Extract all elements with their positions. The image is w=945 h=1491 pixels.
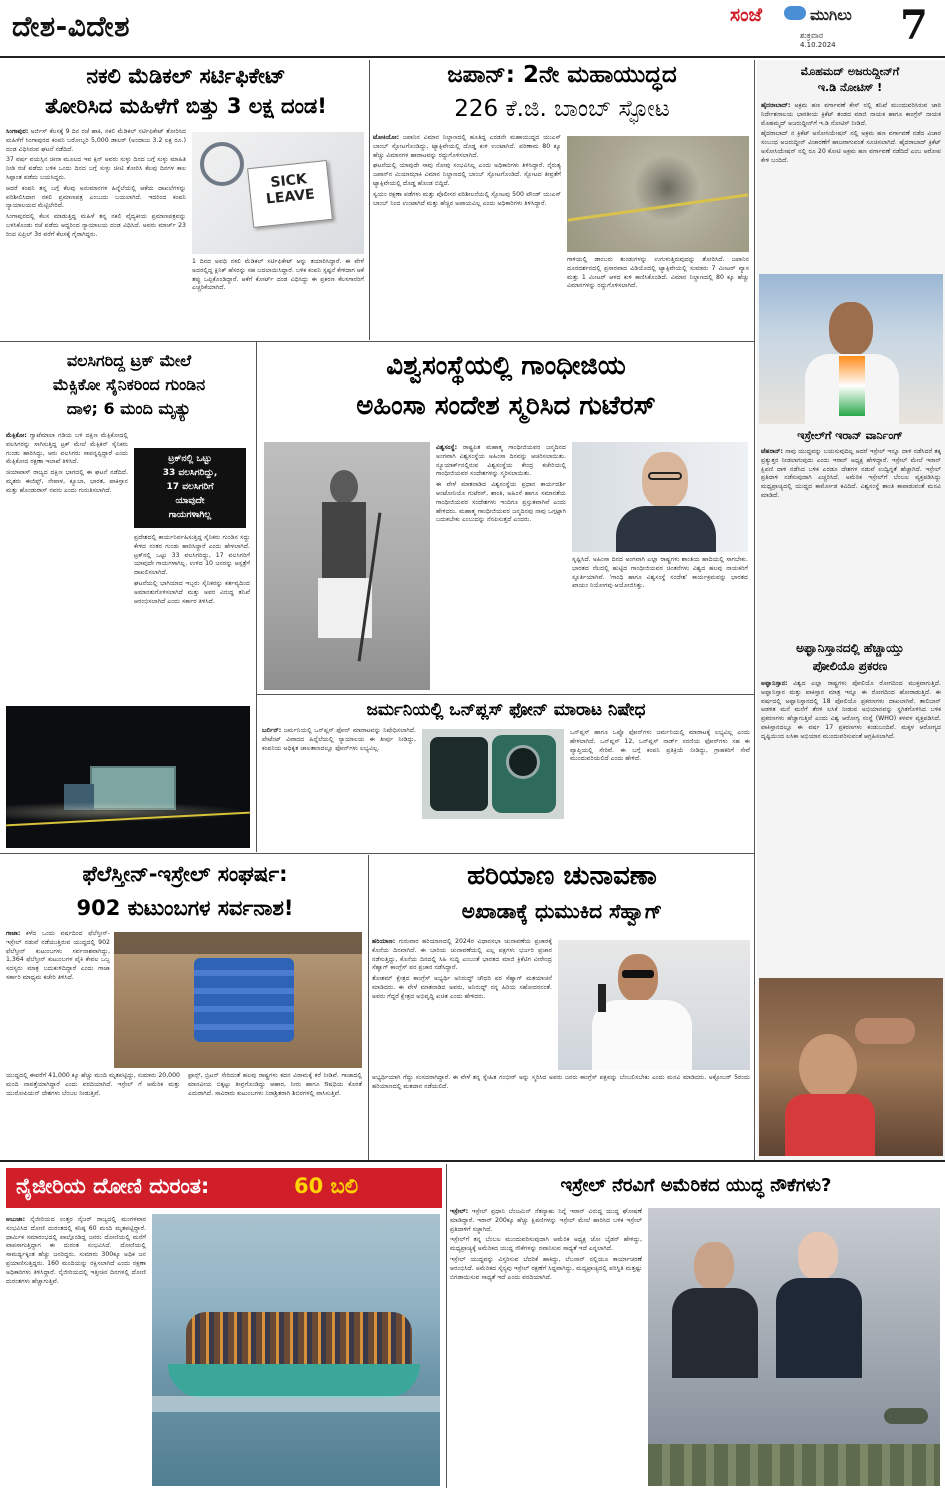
quote-line: ಯಾವುದೇ	[175, 496, 205, 506]
gandhi-head	[330, 470, 358, 504]
paragraph: ಆದರೆ ಕಂಪನಿ ತನ್ನ ಬಗ್ಗೆ ಕೆಲವು ಅನುಮಾನಗಳ ಹಿನ್ನೆಲೆಯಲ್ಲಿ ಆಕೆಯ ದಾಖಲೆಗಳನ್ನು ಪರಿಶೀಲಿಸಿದಾಗ ನಕಲಿ ಪ್ರಮಾಣಪತ್ರ ಎಂಬುದು ಬಯಲಾಗಿದೆ. ಇದರಿಂದ ಕಂಪನಿ ನ್ಯಾಯಾಲಯದ ಮೆಟ್ಟಿಲೇರಿದೆ.	[6, 184, 186, 210]
masthead-mugilu: ಮುಗಿಲು	[810, 6, 852, 24]
dateline: ಅಫ್ಘಾನಿಸ್ತಾನ:	[761, 680, 788, 687]
column-rule	[368, 855, 369, 1160]
crowd-on-boat	[186, 1312, 412, 1370]
sick-leave-photo	[192, 132, 364, 254]
story-oneplus	[260, 697, 752, 851]
dateline: ಸಿಂಗಾಪುರ:	[6, 128, 29, 135]
paragraph: ಪ್ರದೇಶದಲ್ಲಿ ಕಾರ್ಯನಿರ್ವಹಿಸುತ್ತಿದ್ದ ಸೈನಿಕರು ಗುಂಡಿನ ಸದ್ದು ಕೇಳಿದ ನಂತರ ಗುಂಡು ಹಾರಿಸಿದ್ದಾರೆ ಎಂದು ಹೇಳಲಾಗಿದೆ. ಟ್ರಕ್‌ನಲ್ಲಿ ಒಟ್ಟು 33 ವಲಸಿಗರಿದ್ದು, 17 ವಲಸಿಗರಿಗೆ ಯಾವುದೇ ಗಾಯಗಳಾಗಿಲ್ಲ. ಉಳಿದ 10 ಜನರನ್ನು ಆಸ್ಪತ್ರೆಗೆ ದಾಖಲಿಸಲಾಗಿದೆ.	[134, 534, 250, 577]
paragraph: ಕಳೆದ ಒಂದು ವರ್ಷದಿಂದ ಫೆಲೆಸ್ತೀನ್-ಇಸ್ರೇಲ್ ನಡುವೆ ನಡೆಯುತ್ತಿರುವ ಯುದ್ಧದಲ್ಲಿ 902 ಫೆಲೆಸ್ತೀನ್ ಕುಟುಂಬಗಳು ಸರ್ವನಾಶವಾಗಿದ್ದು, 1,364 ಫೆಲೆಸ್ತೀನ್ ಕುಟುಂಬಗಳ ಪೈಕಿ ಕೇವಲ ಒಬ್ಬ ಸದಸ್ಯರು ಮಾತ್ರ ಬದುಕುಳಿದಿದ್ದಾರೆ ಎಂದು ಗಾಜಾ ಸರ್ಕಾರಿ ಮಾಧ್ಯಮ ಕಚೇರಿ ತಿಳಿಸಿದೆ.	[6, 930, 110, 981]
paragraph: ಇಸ್ರೇಲ್‌ಗೆ ತನ್ನ ಬೆಂಬಲ ಮುಂದುವರಿಸುವುದಾಗಿ ಅಮೆರಿಕ ಅಧ್ಯಕ್ಷ ಜೋ ಬೈಡನ್ ಹೇಳಿದ್ದು, ಮಧ್ಯಪ್ರಾಚ್ಯಕ್ಕೆ ಅಮೆರಿಕದ ಯುದ್ಧ ನೌಕೆಗಳನ್ನು ರವಾನಿಸುವ ಸಾಧ್ಯತೆ ಇದೆ ಎನ್ನಲಾಗಿದೆ.	[450, 1236, 642, 1253]
sidebar	[757, 60, 945, 1160]
biden-head	[798, 1232, 838, 1280]
headline: ಇಸ್ರೇಲ್‌ಗೆ ಇರಾನ್ ವಾರ್ನಿಂಗ್	[797, 429, 903, 442]
headline: ದಾಳಿ; 6 ಮಂದಿ ಮೃತ್ಯು	[66, 399, 192, 418]
paragraph: ಅಕ್ರಮ ಹಣ ವರ್ಗಾವಣೆ ಕೇಸ್ ನಲ್ಲಿ ತನಿಖೆ ಮುಂದುವರಿಸಿರುವ ಜಾರಿ ನಿರ್ದೇಶನಾಲಯ ಭಾರತೀಯ ಕ್ರಿಕೆಟ್ ತಂಡದ ಮಾಜಿ ನಾಯಕ ಹಾಗೂ ಕಾಂಗ್ರೆಸ್ ನಾಯಕ ಮೊಹಮ್ಮದ್ ಅಜರುದ್ದೀನ್‌ಗೆ ಇ.ಡಿ ನೋಟಿಸ್ ನೀಡಿದೆ.	[761, 102, 941, 127]
quote-line: 17 ವಲಸಿಗರಿಗೆ	[166, 482, 214, 492]
page-header	[0, 0, 945, 58]
soldiers	[648, 1444, 940, 1486]
story-nigeria-boat	[6, 1164, 442, 1488]
headline: ವಿಶ್ವಸಂಸ್ಥೆಯಲ್ಲಿ ಗಾಂಧೀಜಿಯ	[386, 351, 626, 381]
headline-banner	[6, 1168, 442, 1208]
night-truck-photo	[6, 706, 250, 848]
column-rule	[754, 60, 755, 1160]
paragraph: ನಾವು ಯುದ್ಧವನ್ನು ಬಯಸುವುದಿಲ್ಲ ಆದರೆ ಇಸ್ರೇಲ್ ಇನ್ನೂ ದಾಳಿ ನಡೆಸಿದರೆ ತಕ್ಕ ಪ್ರತ್ಯುತ್ತರ ನೀಡಲಾಗುವುದು ಎಂದು ಇರಾನ್ ಅಧ್ಯಕ್ಷ ಹೇಳಿದ್ದಾರೆ. ಇಸ್ರೇಲ್ ಮೇಲೆ ಇರಾನ್ ಕ್ಷಿಪಣಿ ದಾಳಿ ನಡೆಸಿದ ಬಳಿಕ ಎರಡೂ ದೇಶಗಳ ನಡುವೆ ಉದ್ವಿಗ್ನತೆ ಹೆಚ್ಚಾಗಿದೆ. ಇಸ್ರೇಲ್ ಪ್ರತಿದಾಳಿ ನಡೆಸುವುದಾಗಿ ಎಚ್ಚರಿಸಿದೆ. ಅಮೆರಿಕ ಇಸ್ರೇಲ್‌ಗೆ ಬೆಂಬಲ ವ್ಯಕ್ತಪಡಿಸಿದ್ದು ಮಧ್ಯಪ್ರಾಚ್ಯದಲ್ಲಿ ಯುದ್ಧದ ಕಾರ್ಮೋಡ ಕವಿದಿದೆ. ವಿಶ್ವಸಂಸ್ಥೆ ಶಾಂತಿ ಕಾಪಾಡುವಂತೆ ಮನವಿ ಮಾಡಿದೆ.	[761, 448, 941, 499]
header-rule	[0, 56, 945, 58]
masthead	[730, 4, 900, 50]
story-japan-bomb	[373, 62, 751, 340]
article-body	[373, 134, 561, 340]
paragraph: 37 ವರ್ಷ ವಯಸ್ಸಿನ ಚೀನಾ ಮೂಲದ ಇವ ಕ್ಸಿನ್ ಅವರು ಸುಳ್ಳು ದಿನದ ಬಗ್ಗೆ ಸುಳ್ಳು ಮಾಹಿತಿ ನೀಡಿ ರಜೆ ಪಡೆದು ಬಳಿಕ ಒಂದು ದಿನದ ಬಗ್ಗೆ ಸುಳ್ಳು ಚೀಟಿ ತೋರಿಸಿ ಕೆಲವು ದಿನಗಳ ಕಾಲ ಸಿಪ್ಪಾಂತ ಪಡೆದು ಬಯಸಿದ್ದರು.	[6, 156, 186, 181]
microphone	[598, 984, 606, 1012]
dateline: ವಿಶ್ವಸಂಸ್ಥೆ:	[436, 444, 458, 451]
shrouds	[194, 958, 294, 1042]
headline: ನಕಲಿ ಮೆಡಿಕಲ್ ಸರ್ಟಿಫಿಕೇಟ್	[86, 64, 286, 88]
polio-drops-photo	[759, 978, 943, 1156]
headline: ಪೋಲಿಯೊ ಪ್ರಕರಣ	[812, 659, 888, 673]
azharuddin-photo	[759, 274, 943, 424]
biden-netanyahu-photo	[648, 1208, 940, 1486]
story-palestine	[6, 856, 364, 1156]
headline: ಹರಿಯಾಣ ಚುನಾವಣಾ	[467, 861, 657, 891]
paragraph: ಜಪಾನಿನ ವಿಮಾನ ನಿಲ್ದಾಣದಲ್ಲಿ ಹೂತಿದ್ದ ಎರಡನೇ ಮಹಾಯುದ್ಧದ ಯುಎಸ್ ಬಾಂಬ್ ಸ್ಫೋಟಗೊಂಡಿದ್ದು, ಟ್ಯಾಕ್ಸಿವೇಯಲ್ಲಿ ದೊಡ್ಡ ಕುಳಿ ಉಂಟಾಗಿದೆ. ಪರಿಣಾಮ 80 ಕ್ಕೂ ಹೆಚ್ಚು ವಿಮಾನಗಳ ಹಾರಾಟವನ್ನು ರದ್ದುಗೊಳಿಸಲಾಗಿದೆ.	[373, 134, 561, 159]
paragraph: ಗುರುವಾರ ಹರಿಯಾಣದಲ್ಲಿ 2024ರ ವಿಧಾನಸಭಾ ಚುನಾವಣೆಯ ಪ್ರಚಾರಕ್ಕೆ ಕೊನೆಯ ದಿನವಾಗಿದೆ. ಈ ಬಾರಿಯ ಚುನಾವಣೆಯಲ್ಲಿ ಎಲ್ಲ ಪಕ್ಷಗಳು ಭರ್ಜರಿ ಪ್ರಚಾರ ನಡೆಸುತ್ತಿದ್ದು, ಕೊನೆಯ ದಿನದಲ್ಲಿ ಸಿಹಿ ಸುದ್ದಿ ಎಂಬಂತೆ ಭಾರತದ ಮಾಜಿ ಕ್ರಿಕೆಟಿಗ ವೀರೇಂದ್ರ ಸೆಹ್ವಾಗ್ ಕಾಂಗ್ರೆಸ್ ಪರ ಪ್ರಚಾರ ನಡೆಸಿದ್ದಾರೆ.	[372, 938, 552, 972]
row-rule	[257, 694, 754, 695]
column-rule	[446, 1164, 447, 1488]
paragraph: ಘಟನೆಯಲ್ಲಿ ಯಾವುದೇ ಸಾವು ನೋವು ಸಂಭವಿಸಿಲ್ಲ ಎಂದು ಅಧಿಕಾರಿಗಳು ತಿಳಿಸಿದ್ದಾರೆ. ನೈರುತ್ಯ ಜಪಾನ್‌ನ ಮಿಯಾಝಾಕಿ ವಿಮಾನ ನಿಲ್ದಾಣದಲ್ಲಿ ಬಾಂಬ್ ಸ್ಫೋಟಗೊಂಡಿದೆ. ಸ್ಫೋಟದ ತೀವ್ರತೆಗೆ ಟ್ಯಾಕ್ಸಿವೇಯಲ್ಲಿ ದೊಡ್ಡ ಹೊಂಡ ಬಿದ್ದಿದೆ.	[373, 162, 561, 187]
paragraph: ವಿಶ್ವದ ಎಲ್ಲಾ ರಾಷ್ಟ್ರಗಳು ಪೋಲಿಯೊ ರೋಗದಿಂದ ಮುಕ್ತವಾಗುತ್ತಿದೆ. ಅಫ್ಘಾನಿಸ್ತಾನ ಮತ್ತು ಪಾಕಿಸ್ತಾನ ಮಾತ್ರ ಇನ್ನೂ ಈ ರೋಗದಿಂದ ಹೋರಾಡುತ್ತಿದೆ. ಈ ವರ್ಷದಲ್ಲಿ ಅಫ್ಘಾನಿಸ್ತಾನದಲ್ಲಿ 18 ಪೋಲಿಯೊ ಪ್ರಕರಣಗಳು ದಾಖಲಾಗಿವೆ. ತಾಲಿಬಾನ್ ಆಡಳಿತ ಮನೆ ಮನೆಗೆ ತೆರಳಿ ಲಸಿಕೆ ನೀಡುವ ಅಭಿಯಾನವನ್ನು ಸ್ಥಗಿತಗೊಳಿಸಿದ ಬಳಿಕ ಪ್ರಕರಣಗಳು ಹೆಚ್ಚಾಗುತ್ತಿವೆ ಎಂದು ವಿಶ್ವ ಆರೋಗ್ಯ ಸಂಸ್ಥೆ (WHO) ಕಳವಳ ವ್ಯಕ್ತಪಡಿಸಿದೆ. ಪಾಕಿಸ್ತಾನದಲ್ಲೂ ಈ ವರ್ಷ 17 ಪ್ರಕರಣಗಳು ಕಂಡುಬಂದಿವೆ. ಮಕ್ಕಳ ಆರೋಗ್ಯದ ದೃಷ್ಟಿಯಿಂದ ಲಸಿಕಾ ಅಭಿಯಾನ ಮುಂದುವರಿಸುವಂತೆ ಆಗ್ರಹಿಸಲಾಗಿದೆ.	[761, 680, 941, 740]
netanyahu-suit	[672, 1288, 758, 1378]
issue-day: ಶುಕ್ರವಾರ	[800, 31, 824, 40]
paragraph: ಸೃಷ್ಟಿಸಿದೆ. ಅಹಿಂಸಾ ದಿನದ ಅಂಗವಾಗಿ ಎಲ್ಲಾ ರಾಷ್ಟ್ರಗಳು ಶಾಂತಿಯ ಹಾದಿಯಲ್ಲಿ ಸಾಗಬೇಕು. ಭಾರತದ ನೆಲದಲ್ಲಿ ಹುಟ್ಟಿದ ಗಾಂಧೀಜಿಯವರ ಚಿಂತನೆಗಳು ವಿಶ್ವದ ಹಲವು ನಾಯಕರಿಗೆ ಸ್ಫೂರ್ತಿಯಾಗಿವೆ. 'ಗಾಂಧಿ ಹಾಗೂ ವಿಶ್ವಸಂಸ್ಥೆ ಸಂದೇಶ' ಕಾರ್ಯಕ್ರಮವನ್ನು ಭಾರತದ ಖಾಯಂ ನಿಯೋಗವು ಆಯೋಜಿಸಿತ್ತು.	[572, 556, 748, 590]
article-body	[761, 448, 941, 638]
paragraph: 1 ದಿನದ ಅವಧಿ ನಕಲಿ ಮೆಡಿಕಲ್ ಸರ್ಟಿಫಿಕೇಟ್ ಅನ್ನು ತಯಾರಿಸಿದ್ದಾರೆ. ಈ ವೇಳೆ ಅದರಲ್ಲಿದ್ದ ಕ್ಲಿನಿಕ್ ಹೆಸರನ್ನು ಸಹ ಬದಲಾಯಿಸಿದ್ದಾರೆ. ಬಳಿಕ ಕಂಪನಿ ಸ್ಪಷ್ಟನೆ ಕೇಳಿದಾಗ ಆಕೆ ತಪ್ಪು ಒಪ್ಪಿಕೊಂಡಿದ್ದಾರೆ. ಆಕೆಗೆ ಕೋರ್ಟ್ ದಂಡ ವಿಧಿಸಿದ್ದು ಈ ಪ್ರಕರಣ ಕೆಲಸಗಾರರಿಗೆ ಎಚ್ಚರಿಕೆಯಾಗಿದೆ.	[192, 258, 364, 292]
sick-label: SICK	[269, 171, 308, 191]
quote-line: 33 ವಲಸಿಗರಿದ್ದು,	[162, 468, 218, 478]
column-rule	[256, 342, 257, 852]
story-guterres	[260, 344, 752, 692]
article-body	[6, 1216, 146, 1486]
dateline: ಅಬುಜಾ:	[6, 1216, 26, 1223]
sehwag-photo	[558, 940, 750, 1070]
phone-icon	[430, 737, 488, 811]
paragraph: ನೈಜೀರಿಯದ ಉತ್ತರ ನೈಜರ್ ರಾಜ್ಯದಲ್ಲಿ ಮಂಗಳವಾರ ಸಂಭವಿಸಿದ ದೋಣಿ ದುರಂತದಲ್ಲಿ ಕನಿಷ್ಠ 60 ಮಂದಿ ಮೃತಪಟ್ಟಿದ್ದಾರೆ. ಧಾರ್ಮಿಕ ಸಮಾರಂಭದಲ್ಲಿ ಪಾಲ್ಗೊಂಡಿದ್ದ ಜನರು ದೋಣಿಯಲ್ಲಿ ಮನೆಗೆ ವಾಪಸಾಗುತ್ತಿದ್ದಾಗ ಈ ದುರಂತ ಸಂಭವಿಸಿದೆ. ದೋಣಿಯಲ್ಲಿ ಸಾಮರ್ಥ್ಯಕ್ಕಿಂತ ಹೆಚ್ಚು ಜನರಿದ್ದರು. ಸುಮಾರು 300ಕ್ಕೂ ಅಧಿಕ ಜನ ಪ್ರಯಾಣಿಸುತ್ತಿದ್ದರು. 160 ಮಂದಿಯನ್ನು ರಕ್ಷಿಸಲಾಗಿದೆ ಎಂದು ರಕ್ಷಣಾ ಅಧಿಕಾರಿಗಳು ತಿಳಿಸಿದ್ದಾರೆ. ನೈಜೀರಿಯದಲ್ಲಿ ಇತ್ತೀಚಿನ ದಿನಗಳಲ್ಲಿ ದೋಣಿ ದುರಂತಗಳು ಹೆಚ್ಚಾಗುತ್ತಿವೆ.	[6, 1216, 146, 1285]
boat-photo	[152, 1214, 440, 1486]
article-body	[6, 432, 128, 700]
cloud-icon	[784, 6, 806, 20]
article-body	[567, 256, 749, 340]
paragraph: ಒನ್‌ಪ್ಲಸ್ ಹಾಗೂ ಒಪ್ಪೊ ಫೋನ್‌ಗಳು ಜರ್ಮನಿಯಲ್ಲಿ ಮಾರಾಟಕ್ಕೆ ಲಭ್ಯವಿಲ್ಲ ಎಂದು ಹೇಳಲಾಗಿದೆ. ಒನ್‌ಪ್ಲಸ್ 12, ಒನ್‌ಪ್ಲಸ್ ನಾರ್ಡ್ ಸರಣಿಯ ಫೋನ್‌ಗಳು ಸಹ ಈ ವ್ಯಾಪ್ತಿಯಲ್ಲಿ ಸೇರಿವೆ. ಈ ಬಗ್ಗೆ ಕಂಪನಿ ಪ್ರತಿಕ್ರಿಯೆ ನೀಡಿದ್ದು, ಗ್ರಾಹಕರಿಗೆ ಸೇವೆ ಮುಂದುವರಿಯಲಿದೆ ಎಂದು ಹೇಳಿದೆ.	[570, 729, 750, 763]
paragraph: ಗ್ವಾಟೆಮಾಲಾ ಗಡಿಯ ಬಳಿ ದಕ್ಷಿಣ ಮೆಕ್ಸಿಕೋದಲ್ಲಿ ವಲಸಿಗರನ್ನು ಸಾಗಿಸುತ್ತಿದ್ದ ಟ್ರಕ್ ಮೇಲೆ ಮೆಕ್ಸಿಕನ್ ಸೈನಿಕರು ಗುಂಡು ಹಾರಿಸಿದ್ದು, ಆರು ವಲಸಿಗರು ಸಾವನ್ನಪ್ಪಿದ್ದಾರೆ ಎಂದು ಮೆಕ್ಸಿಕೋದ ರಕ್ಷಣಾ ಇಲಾಖೆ ತಿಳಿಸಿದೆ.	[6, 432, 128, 466]
dateline: ಬರ್ಲಿನ್:	[262, 727, 282, 734]
headline: ಇಸ್ರೇಲ್ ನೆರವಿಗೆ ಅಮೆರಿಕದ ಯುದ್ಧ ನೌಕೆಗಳು?	[560, 1175, 832, 1196]
article-body	[372, 1074, 750, 1154]
article-body	[6, 1072, 362, 1154]
paragraph: ಜರ್ಮನಿಯಲ್ಲಿ ಒನ್‌ಪ್ಲಸ್ ಫೋನ್ ಮಾರಾಟವನ್ನು ನಿಷೇಧಿಸಲಾಗಿದೆ. ಪೇಟೆಂಟ್ ವಿವಾದದ ಹಿನ್ನೆಲೆಯಲ್ಲಿ ನ್ಯಾಯಾಲಯ ಈ ತೀರ್ಪು ನೀಡಿದ್ದು, ಕಂಪನಿಯ ಅಧಿಕೃತ ಜಾಲತಾಣದಲ್ಲೂ ಫೋನ್‌ಗಳು ಲಭ್ಯವಿಲ್ಲ.	[262, 727, 416, 752]
headline: ಫೆಲೆಸ್ತೀನ್-ಇಸ್ರೇಲ್ ಸಂಘರ್ಷ:	[82, 862, 288, 886]
article-body	[572, 556, 748, 690]
column-rule	[369, 60, 370, 340]
issue-date: 4.10.2024	[800, 41, 836, 49]
sunglasses	[622, 970, 654, 978]
paragraph: ಯುದ್ಧದಲ್ಲಿ ಈವರೆಗೆ 41,000 ಕ್ಕೂ ಹೆಚ್ಚು ಮಂದಿ ಮೃತಪಟ್ಟಿದ್ದು, ಸುಮಾರು 20,000 ಮಂದಿ ನಾಪತ್ತೆಯಾಗಿದ್ದಾರೆ ಎಂದು ವರದಿಯಾಗಿದೆ. ಇಸ್ರೇಲ್ ಗೆ ಅಮೆರಿಕ ಮತ್ತು ಯುರೋಪಿಯನ್ ದೇಶಗಳು ಬೆಂಬಲ ನೀಡುತ್ತಿವೆ.	[6, 1072, 180, 1097]
headline: ನೈಜೀರಿಯ ದೋಣಿ ದುರಂತ:	[16, 1174, 210, 1198]
paragraph: ಫ್ರಾನ್ಸ್, ಬ್ರಿಟನ್ ಸೇರಿದಂತೆ ಹಲವು ರಾಷ್ಟ್ರಗಳು ಕದನ ವಿರಾಮಕ್ಕೆ ಕರೆ ನೀಡಿವೆ. ಗಾಜಾದಲ್ಲಿ ಮಾನವೀಯ ಬಿಕ್ಕಟ್ಟು ತೀವ್ರಗೊಂಡಿದ್ದು ಆಹಾರ, ನೀರು ಹಾಗೂ ಔಷಧಿಯ ಕೊರತೆ ಎದುರಾಗಿದೆ. ಸಾವಿರಾರು ಕುಟುಂಬಗಳು ನಿರಾಶ್ರಿತರಾಗಿ ಶಿಬಿರಗಳಲ್ಲಿ ವಾಸಿಸುತ್ತಿವೆ.	[188, 1072, 362, 1097]
headline: 902 ಕುಟುಂಬಗಳ ಸರ್ವನಾಶ!	[76, 896, 294, 920]
guterres-head	[642, 452, 688, 508]
headline: ತೋರಿಸಿದ ಮಹಿಳೆಗೆ ಬಿತ್ತು 3 ಲಕ್ಷ ದಂಡ!	[45, 94, 327, 118]
row-rule	[0, 341, 754, 342]
white-shirt	[592, 1000, 692, 1070]
dateline: ಇಸ್ರೇಲ್:	[450, 1208, 469, 1215]
dateline: ಹೈದರಾಬಾದ್:	[761, 102, 791, 109]
headline: ಮೊಹಮದ್ ಅಜರುದ್ದೀನ್‌ಗೆ	[800, 65, 900, 78]
headline: ಅಫ್ಘಾನಿಸ್ತಾನದಲ್ಲಿ ಹೆಚ್ಚಾಯ್ತು	[796, 641, 904, 655]
quote-line: ಗಾಯಗಳಾಗಿಲ್ಲ	[168, 510, 212, 520]
gandhi-body	[322, 502, 366, 582]
oneplus-phone-photo	[422, 729, 564, 819]
crowd	[114, 932, 362, 954]
headline-count: 60 ಬಲಿ	[294, 1174, 359, 1198]
paragraph: ಅರ್ಜಿಸ್ ಕೆಲಸಕ್ಕೆ 9 ದಿನ ರಜೆ ಹಾಕಿ, ನಕಲಿ ಮೆಡಿಕಲ್ ಸರ್ಟಿಫಿಕೇಟ್ ತೋರಿಸಿದ ಮಹಿಳೆಗೆ ಸಿಂಗಾಪುರದ ಕಂಪನಿ ಬರೋಬ್ಬರಿ 5,000 ಡಾಲರ್ (ಅಂದಾಜು 3.2 ಲಕ್ಷ ರೂ.) ದಂಡ ವಿಧಿಸಿರುವ ಘಟನೆ ನಡೆದಿದೆ.	[6, 128, 186, 153]
paragraph: ತೋಶಮ್ ಕ್ಷೇತ್ರದ ಕಾಂಗ್ರೆಸ್ ಅಭ್ಯರ್ಥಿ ಅನಿರುದ್ಧ್ ಚೌಧರಿ ಪರ ಸೆಹ್ವಾಗ್ ಮತಯಾಚನೆ ಮಾಡಿದರು. ಈ ವೇಳೆ ಮಾತನಾಡಿದ ಅವರು, ಅನಿರುದ್ಧ್ ನನ್ನ ಹಿರಿಯ ಸಹೋದರನಂತೆ. ಅವರು ಗೆದ್ದರೆ ಕ್ಷೇತ್ರದ ಅಭಿವೃದ್ಧಿ ಖಚಿತ ಎಂದು ಹೇಳಿದರು.	[372, 975, 552, 1000]
bomb-crater-photo	[567, 136, 749, 252]
article-body	[134, 534, 250, 700]
row-rule	[0, 1160, 945, 1162]
suit	[616, 506, 716, 552]
note-card	[247, 160, 333, 228]
gaza-burial-photo	[114, 932, 362, 1068]
headline: 226 ಕೆ.ಜಿ. ಬಾಂಬ್ ಸ್ಫೋಟ	[454, 96, 670, 122]
dateline: ಗಾಜಾ:	[6, 930, 21, 937]
dateline: ಹರಿಯಾಣ:	[372, 938, 396, 945]
paragraph: ಅಭ್ಯರ್ಥಿಯಾಗಿ ಗೆದ್ದು ಸಂಸದರಾಗಿದ್ದಾರೆ. ಈ ವೇಳೆ ತನ್ನ ಸ್ನೇಹಿತ ಗಂಭೀರ್ ಅನ್ನು ಸ್ಮರಿಸಿದ ಅವರು ಜನರು ಕಾಂಗ್ರೆಸ್ ಪಕ್ಷವನ್ನು ಬೆಂಬಲಿಸಬೇಕು ಎಂದು ಮನವಿ ಮಾಡಿದರು. ಅಕ್ಟೋಬರ್ 5ರಂದು ಹರಿಯಾಣದಲ್ಲಿ ಮತದಾನ ನಡೆಯಲಿದೆ.	[372, 1074, 750, 1090]
quote-box	[134, 448, 246, 528]
headline: ಮೆಕ್ಸಿಕೋ ಸೈನಿಕರಿಂದ ಗುಂಡಿನ	[52, 375, 206, 394]
story-truck-attack	[6, 344, 252, 850]
paragraph: ಇಸ್ರೇಲ್ ಪ್ರಧಾನಿ ಬೆಂಜಮಿನ್ ನೆತನ್ಯಾಹು ನಿನ್ನೆ ಇರಾನ್ ವಿರುದ್ಧ ಯುದ್ಧ ಘೋಷಣೆ ಮಾಡಿದ್ದಾರೆ. ಇರಾನ್ 200ಕ್ಕೂ ಹೆಚ್ಚು ಕ್ಷಿಪಣಿಗಳನ್ನು ಇಸ್ರೇಲ್ ಮೇಲೆ ಹಾರಿಸಿದ ಬಳಿಕ ಇಸ್ರೇಲ್ ಪ್ರತಿದಾಳಿಗೆ ಸಜ್ಜಾಗಿದೆ.	[450, 1208, 642, 1233]
article-body	[372, 938, 552, 1070]
dateline: ಟೆಹರಾನ್:	[761, 448, 783, 455]
paragraph: ಇಸ್ರೇಲ್ ಯುದ್ಧವನ್ನು ವಿಸ್ತರಿಸುವ ಬೆದರಿಕೆ ಹಾಕಿದ್ದು, ಲೆಬನಾನ್ ನಲ್ಲಿಯೂ ಕಾರ್ಯಾಚರಣೆ ಆರಂಭಿಸಿದೆ. ಅಮೆರಿಕದ ಸೈನ್ಯವು ಇಸ್ರೇಲ್ ರಕ್ಷಣೆಗೆ ಸಿದ್ಧವಾಗಿದ್ದು, ಮಧ್ಯಪ್ರಾಚ್ಯದಲ್ಲಿ ಪರಿಸ್ಥಿತಿ ಮತ್ತಷ್ಟು ಬಿಗಡಾಯಿಸುವ ಸಾಧ್ಯತೆ ಇದೆ ಎಂದು ವರದಿಯಾಗಿದೆ.	[450, 1255, 642, 1281]
paragraph: ಹೈದರಾಬಾದ್ ನ ಕ್ರಿಕೆಟ್ ಅಸೋಸಿಯೇಷನ್ ನಲ್ಲಿ ಅಕ್ರಮ ಹಣ ವರ್ಗಾವಣೆ ನಡೆದ ವಿಚಾರ ಸಂಬಂಧ ಅಜರುದ್ದೀನ್ ವಿಚಾರಣೆಗೆ ಹಾಜರಾಗುವಂತೆ ಸೂಚಿಸಲಾಗಿದೆ. ಹೈದರಾಬಾದ್ ಕ್ರಿಕೆಟ್ ಅಸೋಸಿಯೇಷನ್ ನಲ್ಲಿ ರೂ 20 ಕೋಟಿ ಅಕ್ರಮ ಹಣ ವರ್ಗಾವಣೆ ನಡೆದಿದೆ ಎಂಬ ಆರೋಪ ಕೇಳಿ ಬಂದಿದೆ.	[761, 130, 941, 164]
water-spray	[152, 1396, 440, 1412]
article-body	[436, 444, 566, 690]
article-body	[570, 729, 750, 849]
article-body	[450, 1208, 642, 1486]
taxiway-line	[568, 193, 749, 221]
story-sick-leave	[6, 62, 366, 340]
paragraph: ಸಿಂಗಾಪುರದಲ್ಲಿ ಕೆಲಸ ಮಾಡುತ್ತಿದ್ದ ಮಹಿಳೆ ತನ್ನ ನಕಲಿ ವೈದ್ಯಕೀಯ ಪ್ರಮಾಣಪತ್ರವನ್ನು ಬಳಸಿಕೊಂಡು ರಜೆ ಪಡೆದು ಆದ್ದರಿಂದ ನ್ಯಾಯಾಲಯ ದಂಡ ವಿಧಿಸಿದೆ. ಅವರು ಮಾರ್ಚ್ 23 ರಿಂದ ಏಪ್ರಿಲ್ 3ರ ವರೆಗೆ ಕೆಲಸಕ್ಕೆ ಗೈರಾಗಿದ್ದರು.	[6, 213, 186, 238]
story-haryana	[372, 856, 752, 1156]
glasses	[648, 472, 682, 480]
headline: ಜಪಾನ್: 2ನೇ ಮಹಾಯುದ್ಧದ	[447, 62, 677, 88]
boat-hull	[168, 1364, 420, 1398]
paragraph: ರಾಷ್ಟ್ರಪಿತ ಮಹಾತ್ಮ ಗಾಂಧೀಜಿಯವರ ಜನ್ಮದಿನದ ಅಂಗವಾಗಿ ವಿಶ್ವಸಂಸ್ಥೆಯ ಅಹಿಂಸಾ ದಿನವನ್ನು ಆಚರಿಸಲಾಯಿತು. ನ್ಯೂಯಾರ್ಕ್‌ನಲ್ಲಿರುವ ವಿಶ್ವಸಂಸ್ಥೆಯ ಕೇಂದ್ರ ಕಚೇರಿಯಲ್ಲಿ ಗಾಂಧೀಜಿಯವರ ಸಂದೇಶಗಳನ್ನು ಸ್ಮರಿಸಲಾಯಿತು.	[436, 444, 566, 478]
biden-suit	[776, 1278, 862, 1378]
child-dress	[785, 1094, 875, 1156]
paragraph: ಘಟನೆಯಲ್ಲಿ ಭಾಗಿಯಾದ ಇಬ್ಬರು ಸೈನಿಕರನ್ನು ಕರ್ತವ್ಯದಿಂದ ಅಮಾನತುಗೊಳಿಸಲಾಗಿದೆ ಮತ್ತು ಅವರ ವಿರುದ್ಧ ತನಿಖೆ ಆರಂಭಿಸಲಾಗಿದೆ ಎಂದು ಸರ್ಕಾರ ತಿಳಿಸಿದೆ.	[134, 579, 250, 605]
dateline: ಮೆಕ್ಸಿಕೋ:	[6, 432, 27, 439]
story-us-warships	[450, 1164, 942, 1488]
guterres-photo	[572, 442, 748, 552]
article-body	[761, 680, 941, 976]
row-rule	[0, 853, 754, 854]
headline: ವಲಸಿಗರಿದ್ದ ಟ್ರಕ್ ಮೇಲೆ	[66, 351, 192, 370]
paragraph: ಚಿಯಾಪಾಸ್ ರಾಜ್ಯದ ದಕ್ಷಿಣ ಭಾಗದಲ್ಲಿ ಈ ಘಟನೆ ನಡೆದಿದೆ. ಮೃತರು ಈಜಿಪ್ಟ್, ನೇಪಾಳ, ಕ್ಯೂಬಾ, ಭಾರತ, ಪಾಕಿಸ್ತಾನ ಮತ್ತು ಹೊಂಡುರಾಸ್ ನವರು ಎಂದು ಗುರುತಿಸಲಾಗಿದೆ.	[6, 469, 128, 494]
dateline: ಟೋಕಿಯೋ:	[373, 134, 400, 141]
camera-module	[506, 745, 540, 779]
masthead-sanje: ಸಂಜೆ	[730, 4, 763, 26]
headline: ಅಖಾಡಾಕ್ಕೆ ಧುಮುಕಿದ ಸೆಹ್ವಾಗ್	[461, 899, 663, 923]
paragraph: ಸ್ವಯಂ ರಕ್ಷಣಾ ಪಡೆಗಳು ಮತ್ತು ಪೊಲೀಸರ ಪರಿಶೀಲನೆಯಲ್ಲಿ ಸ್ಫೋಟವು 500 ಪೌಂಡ್ ಯುಎಸ್ ಬಾಂಬ್ ನಿಂದ ಉಂಟಾಗಿದೆ ಮತ್ತು ಹೆಚ್ಚಿನ ಅಪಾಯವಿಲ್ಲ ಎಂದು ಅಧಿಕಾರಿಗಳು ತಿಳಿಸಿದ್ದಾರೆ.	[373, 190, 561, 207]
article-body	[6, 128, 186, 338]
paragraph: ಗಾಳಿಯಲ್ಲಿ ಡಾಂಬರು ತುಂಡುಗಳನ್ನು ಉಗುಳುತ್ತಿರುವುದನ್ನು ತೋರಿಸಿದೆ. ಜಪಾನಿನ ದೂರದರ್ಶನದಲ್ಲಿ ಪ್ರಸಾರವಾದ ವಿಡಿಯೊದಲ್ಲಿ ಟ್ಯಾಕ್ಸಿವೇಯಲ್ಲಿ ಸುಮಾರು 7 ಮೀಟರ್ ವ್ಯಾಸ ಮತ್ತು 1 ಮೀಟರ್ ಆಳದ ಕುಳಿ ಕಾಣಿಸಿಕೊಂಡಿದೆ. ವಿಮಾನ ನಿಲ್ದಾಣದಲ್ಲಿ 80 ಕ್ಕೂ ಹೆಚ್ಚು ವಿಮಾನಗಳನ್ನು ರದ್ದುಗೊಳಿಸಲಾಗಿದೆ.	[567, 256, 749, 290]
section-title: ದೇಶ-ವಿದೇಶ	[12, 10, 130, 43]
headline: ಇ.ಡಿ ನೋಟಿಸ್ !	[817, 81, 883, 94]
sehwag-head	[618, 954, 658, 1002]
leave-label: LEAVE	[265, 186, 316, 208]
hand	[855, 1018, 915, 1044]
article-body	[192, 258, 364, 338]
page-number: 7	[900, 2, 928, 49]
helicopter	[884, 1408, 928, 1424]
article-body	[262, 727, 416, 849]
paragraph: ಈ ವೇಳೆ ಮಾತನಾಡಿದ ವಿಶ್ವಸಂಸ್ಥೆಯ ಪ್ರಧಾನ ಕಾರ್ಯದರ್ಶಿ ಆಂಟೋನಿಯೊ ಗುಟೆರಸ್, ಶಾಂತಿ, ಅಹಿಂಸೆ ಹಾಗೂ ಸಮಾನತೆಯ ಗಾಂಧೀಜಿಯವರ ಸಂದೇಶಗಳು ಇಂದಿಗೂ ಪ್ರಸ್ತುತವಾಗಿವೆ ಎಂದು ಹೇಳಿದರು. ಮಹಾತ್ಮ ಗಾಂಧೀಜಿಯವರ ಜನ್ಮದಿನವು ನಾವು ಒಗ್ಗಟ್ಟಾಗಿ ಬದುಕಬೇಕು ಎಂಬುದನ್ನು ನೆನಪಿಸುತ್ತದೆ ಎಂದರು.	[436, 481, 566, 524]
headline: ಅಹಿಂಸಾ ಸಂದೇಶ ಸ್ಮರಿಸಿದ ಗುಟೆರಸ್	[356, 391, 656, 421]
netanyahu-head	[694, 1242, 734, 1290]
gandhi-photo	[264, 442, 430, 690]
child-face	[799, 1034, 857, 1100]
phone-back	[492, 735, 556, 813]
headline: ಜರ್ಮನಿಯಲ್ಲಿ ಒನ್‌ಪ್ಲಸ್ ಫೋನ್ ಮಾರಾಟ ನಿಷೇಧ	[366, 700, 646, 720]
person-head	[829, 302, 873, 356]
quote-line: ಟ್ರಕ್‌ನಲ್ಲಿ ಒಟ್ಟು	[168, 454, 212, 464]
scarf	[839, 356, 865, 416]
stethoscope-icon	[200, 142, 244, 186]
